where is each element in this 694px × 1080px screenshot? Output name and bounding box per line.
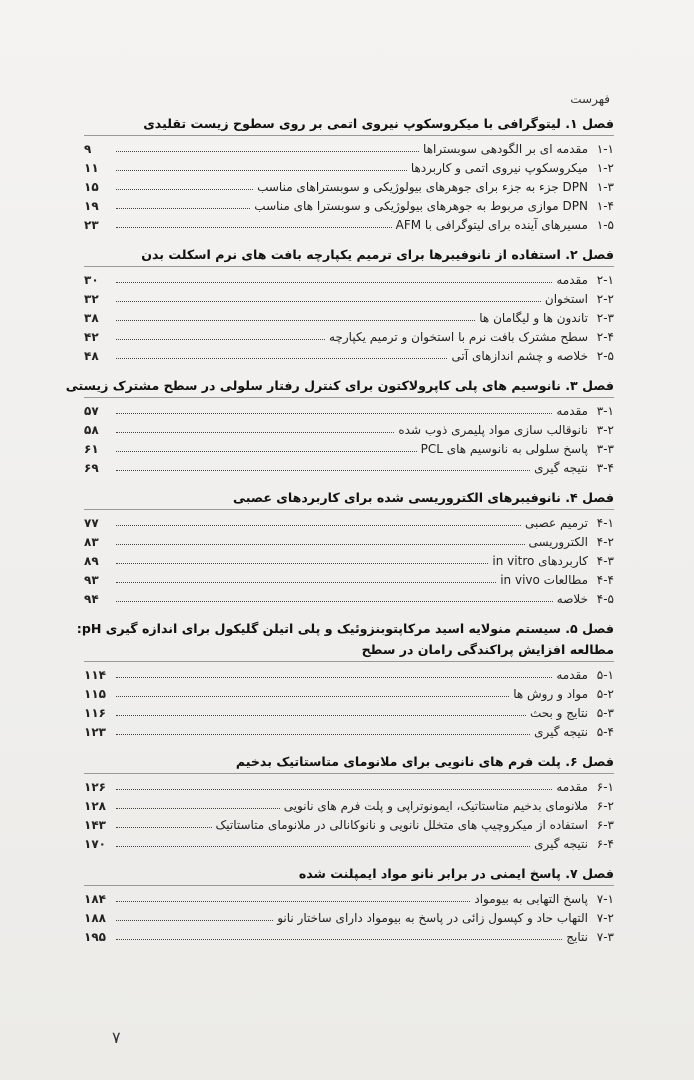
section-page-number: ۵۸ (84, 423, 99, 437)
toc-entry (84, 701, 614, 720)
section-title: مقدمه (556, 404, 588, 418)
chapter-title: فصل ۴. نانوفیبرهای الکتروریسی شده برای کاربردهای عصبی (233, 490, 614, 505)
toc-entry (84, 213, 614, 232)
section-title: کاربردهای in vitro (492, 554, 588, 568)
chapter-divider (84, 266, 614, 267)
toc-entry (84, 306, 614, 325)
toc-entry (84, 399, 614, 418)
section-number: ۶-۲ (596, 799, 614, 813)
section-title: میکروسکوپ نیروی اتمی و کاربردها (410, 161, 588, 175)
chapter-title: فصل ۵. سیستم منولایه اسید مرکاپتوبنزوئیک و پلی اتیلن گلیکول برای اندازه گیری pH: (76, 621, 614, 636)
section-page-number: ۳۸ (84, 311, 99, 325)
section-page-number: ۳۰ (84, 273, 99, 287)
section-number: ۵-۲ (596, 687, 614, 701)
section-title: DPN جزء به جزء برای جوهرهای بیولوژیکی و سوبستراهای مناسب (257, 180, 588, 194)
section-title: ملانومای بدخیم متاستاتیک، ایمونوتراپی و پلت فرم های نانویی (283, 799, 588, 813)
chapter-divider (84, 661, 614, 662)
section-title: ترمیم عصبی (525, 516, 588, 530)
section-page-number: ۱۴۳ (84, 818, 106, 832)
section-title: پاسخ التهابی به بیومواد (474, 892, 588, 906)
section-page-number: ۱۱۵ (84, 687, 106, 701)
section-page-number: ۱۸۴ (84, 892, 106, 906)
section-page-number: ۱۵ (84, 180, 99, 194)
toc-entry (84, 530, 614, 549)
toc-entry (84, 682, 614, 701)
toc-entry (84, 175, 614, 194)
chapter-section (65, 376, 614, 475)
dot-leader (116, 301, 541, 302)
toc-entry (84, 268, 614, 287)
section-number: ۲-۳ (596, 311, 614, 325)
section-title: نتیجه گیری (534, 837, 588, 851)
section-title: استفاده از میکروچیپ های متخلل نانویی و نانوکانالی در ملانومای متاستاتیک (215, 818, 588, 832)
section-page-number: ۱۹ (84, 199, 99, 213)
section-page-number: ۱۷۰ (84, 837, 106, 851)
section-page-number: ۱۱۴ (84, 668, 106, 682)
toc-entry (84, 418, 614, 437)
section-page-number: ۸۹ (84, 554, 99, 568)
section-title: پاسخ سلولی به نانوسیم های PCL (420, 442, 588, 456)
section-page-number: ۱۱۶ (84, 706, 106, 720)
chapter-divider (84, 509, 614, 510)
toc-entry (84, 511, 614, 530)
section-number: ۷-۱ (596, 892, 614, 906)
dot-leader (116, 282, 552, 283)
section-number: ۱-۲ (596, 161, 614, 175)
section-number: ۶-۱ (596, 780, 614, 794)
section-number: ۳-۳ (596, 442, 614, 456)
section-number: ۷-۳ (596, 930, 614, 944)
section-title: تاندون ها و لیگامان ها (479, 311, 588, 325)
dot-leader (116, 320, 475, 321)
toc-entry (84, 437, 614, 456)
section-number: ۱-۴ (596, 199, 614, 213)
dot-leader (116, 715, 526, 716)
section-page-number: ۱۲۸ (84, 799, 106, 813)
section-title: مواد و روش ها (513, 687, 588, 701)
chapter-divider (84, 885, 614, 886)
dot-leader (116, 846, 530, 847)
section-title: سطح مشترک بافت نرم با استخوان و ترمیم یکپارچه (329, 330, 588, 344)
section-title: التهاب حاد و کپسول زائی در پاسخ به بیومواد دارای ساختار نانو (277, 911, 588, 925)
dot-leader (116, 189, 253, 190)
section-number: ۱-۳ (596, 180, 614, 194)
dot-leader (116, 582, 496, 583)
chapter-title: فصل ۱. لیتوگرافی با میکروسکوپ نیروی اتمی بر روی سطوح زیست تقلیدی (143, 116, 614, 131)
section-page-number: ۸۳ (84, 535, 99, 549)
chapter-divider (84, 773, 614, 774)
section-page-number: ۱۲۶ (84, 780, 106, 794)
toc-entry (84, 194, 614, 213)
chapter-section (84, 488, 614, 606)
section-number: ۲-۱ (596, 273, 614, 287)
section-title: DPN موازی مربوط به جوهرهای بیولوژیکی و سوبسترا های مناسب (254, 199, 588, 213)
dot-leader (116, 808, 280, 809)
section-number: ۲-۵ (596, 349, 614, 363)
section-number: ۴-۳ (596, 554, 614, 568)
chapter-section (84, 864, 614, 944)
section-page-number: ۴۲ (84, 330, 99, 344)
section-page-number: ۹ (84, 142, 92, 156)
toc-entry (84, 813, 614, 832)
chapter-section (84, 752, 614, 851)
section-number: ۳-۱ (596, 404, 614, 418)
dot-leader (116, 413, 552, 414)
dot-leader (116, 151, 419, 152)
dot-leader (116, 432, 394, 433)
section-number: ۶-۴ (596, 837, 614, 851)
section-number: ۵-۱ (596, 668, 614, 682)
dot-leader (116, 544, 525, 545)
dot-leader (116, 827, 212, 828)
section-title: مسیرهای آینده برای لیتوگرافی با AFM (395, 218, 588, 232)
section-page-number: ۱۹۵ (84, 930, 106, 944)
section-title: نتایج و بحث (530, 706, 588, 720)
toc-entry (84, 906, 614, 925)
section-number: ۴-۱ (596, 516, 614, 530)
section-page-number: ۹۴ (84, 592, 99, 606)
chapter-divider (84, 397, 614, 398)
toc-entry (84, 720, 614, 739)
dot-leader (116, 451, 417, 452)
dot-leader (116, 470, 530, 471)
section-page-number: ۱۲۳ (84, 725, 106, 739)
toc-entry (84, 832, 614, 851)
section-number: ۴-۴ (596, 573, 614, 587)
section-title: خلاصه (556, 592, 588, 606)
table-of-contents (65, 114, 614, 957)
section-number: ۴-۲ (596, 535, 614, 549)
toc-entry (84, 887, 614, 906)
toc-entry (84, 344, 614, 363)
section-title: مقدمه (556, 668, 588, 682)
chapter-title: فصل ۳. نانوسیم های پلی کاپرولاکتون برای کنترل رفتار سلولی در سطح مشترک زیستی (65, 378, 614, 393)
section-page-number: ۴۸ (84, 349, 99, 363)
dot-leader (116, 901, 470, 902)
dot-leader (116, 939, 562, 940)
section-title: استخوان (544, 292, 588, 306)
dot-leader (116, 696, 509, 697)
dot-leader (116, 563, 488, 564)
section-number: ۲-۴ (596, 330, 614, 344)
dot-leader (116, 227, 392, 228)
page-number: ۷ (112, 1028, 121, 1047)
section-page-number: ۶۱ (84, 442, 99, 456)
section-number: ۶-۳ (596, 818, 614, 832)
toc-entry (84, 587, 614, 606)
dot-leader (116, 920, 273, 921)
section-number: ۷-۲ (596, 911, 614, 925)
toc-entry (84, 325, 614, 344)
section-title: نتایج (566, 930, 588, 944)
chapter-title: فصل ۲. استفاده از نانوفیبرها برای ترمیم یکپارچه بافت های نرم اسکلت بدن (141, 247, 614, 262)
toc-entry (84, 775, 614, 794)
toc-entry (84, 156, 614, 175)
dot-leader (116, 339, 325, 340)
section-page-number: ۷۷ (84, 516, 99, 530)
chapter-section (84, 114, 614, 232)
section-title: مقدمه (556, 780, 588, 794)
section-title: نتیجه گیری (534, 725, 588, 739)
chapter-section (76, 619, 614, 739)
section-title: مقدمه (556, 273, 588, 287)
dot-leader (116, 170, 407, 171)
toc-entry (84, 287, 614, 306)
dot-leader (116, 601, 553, 602)
section-title: مطالعات in vivo (500, 573, 588, 587)
toc-entry (84, 456, 614, 475)
section-number: ۳-۲ (596, 423, 614, 437)
section-page-number: ۱۱ (84, 161, 99, 175)
section-number: ۵-۳ (596, 706, 614, 720)
dot-leader (116, 734, 530, 735)
section-title: الکتروریسی (528, 535, 588, 549)
dot-leader (116, 208, 250, 209)
section-page-number: ۹۳ (84, 573, 99, 587)
section-title: نانوقالب سازی مواد پلیمری ذوب شده (398, 423, 588, 437)
toc-entry (84, 794, 614, 813)
section-page-number: ۳۲ (84, 292, 99, 306)
section-number: ۲-۲ (596, 292, 614, 306)
section-number: ۴-۵ (596, 592, 614, 606)
toc-entry (84, 568, 614, 587)
toc-entry (84, 549, 614, 568)
section-number: ۱-۱ (596, 142, 614, 156)
chapter-title-continued: مطالعه افزایش پراکندگی رامان در سطح (361, 642, 614, 657)
chapter-divider (84, 135, 614, 136)
toc-entry (84, 925, 614, 944)
section-number: ۵-۴ (596, 725, 614, 739)
section-title: مقدمه ای بر الگودهی سوبستراها (423, 142, 588, 156)
section-title: نتیجه گیری (534, 461, 588, 475)
toc-entry (84, 663, 614, 682)
dot-leader (116, 789, 552, 790)
dot-leader (116, 525, 521, 526)
chapter-title: فصل ۶. پلت فرم های نانویی برای ملانومای متاستاتیک بدخیم (235, 754, 614, 769)
dot-leader (116, 677, 552, 678)
section-page-number: ۱۸۸ (84, 911, 106, 925)
chapter-section (84, 245, 614, 363)
toc-entry (84, 137, 614, 156)
section-number: ۳-۴ (596, 461, 614, 475)
section-number: ۱-۵ (596, 218, 614, 232)
section-page-number: ۵۷ (84, 404, 99, 418)
section-page-number: ۶۹ (84, 461, 99, 475)
chapter-title: فصل ۷. پاسخ ایمنی در برابر نانو مواد ایمپلنت شده (298, 866, 614, 881)
section-page-number: ۲۳ (84, 218, 99, 232)
dot-leader (116, 358, 447, 359)
toc-heading: فهرست (570, 92, 610, 106)
section-title: خلاصه و چشم اندازهای آتی (451, 349, 588, 363)
